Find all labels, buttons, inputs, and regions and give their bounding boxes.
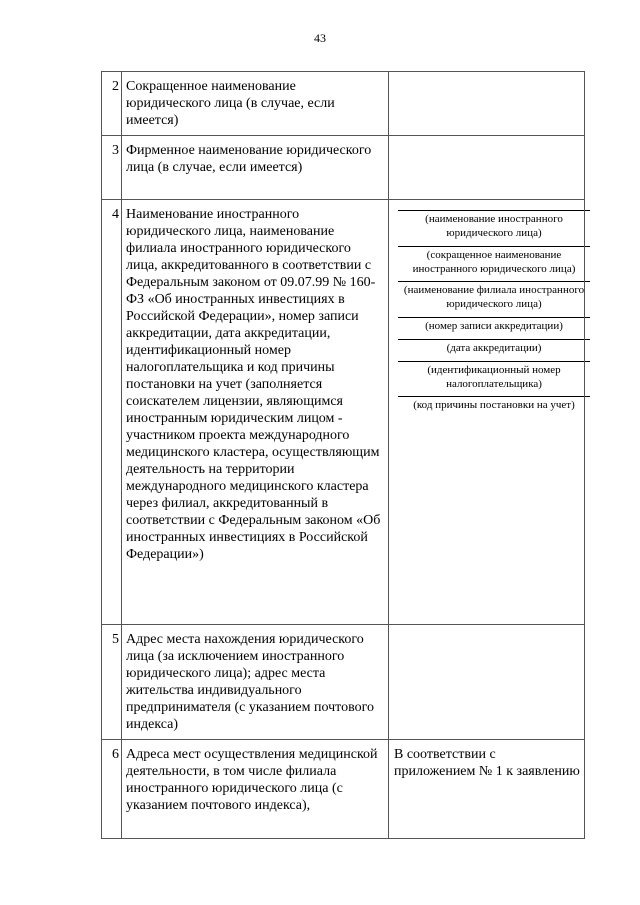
row-number: 3 <box>102 136 122 200</box>
row-fields-cell <box>389 200 585 625</box>
field-caption: (сокращенное наименование иностранного юридического лица) <box>412 249 576 275</box>
field-caption: (дата аккредитации) <box>446 342 542 354</box>
row-label: Фирменное наименование юридического лица (в случае, если имеется) <box>122 136 389 200</box>
accreditation-date-field[interactable] <box>398 339 590 355</box>
table-row <box>102 72 585 136</box>
accreditation-record-number-field[interactable] <box>398 317 590 333</box>
page-number: 43 <box>314 31 326 45</box>
row-value-field[interactable] <box>389 136 585 200</box>
field-caption: (наименование иностранного юридического лица) <box>425 213 563 239</box>
row-number: 5 <box>102 625 122 740</box>
foreign-entity-name-field[interactable] <box>398 210 590 240</box>
table-row <box>102 740 585 839</box>
row-number: 4 <box>102 200 122 625</box>
row-value-text: В соответствии с приложением № 1 к заявлению <box>389 740 585 839</box>
branch-name-field[interactable] <box>398 281 590 311</box>
registration-reason-code-field[interactable] <box>398 396 590 412</box>
row-label: Наименование иностранного юридического лица, наименование филиала иностранного юридического лица, аккредитованного в соответствии с Федеральным законом от 09.07.99 № 160-ФЗ «Об иностранных инвестициях в Российской Федерации», номер записи аккредитации, дата аккредитации, идентификационный номер налогоплательщика и код причины постановки на учет (заполняется соискателем лицензии, являющимся иностранным юридическим лицом - участником проекта международного медицинского кластера, осуществляющим деятельность на территории международного медицинского кластера через филиал, аккредитованный в соответствии с Федеральным законом «Об иностранных инвестициях в Российской Федерации») <box>122 200 389 625</box>
row-value-field[interactable] <box>389 625 585 740</box>
table-row <box>102 200 585 625</box>
row-label: Адреса мест осуществления медицинской деятельности, в том числе филиала иностранного юридического лица (с указанием почтового индекса), <box>122 740 389 839</box>
application-form-table <box>101 71 585 839</box>
taxpayer-id-field[interactable] <box>398 361 590 391</box>
field-caption: (код причины постановки на учет) <box>413 399 575 411</box>
row-number: 2 <box>102 72 122 136</box>
field-caption: (наименование филиала иностранного юридического лица) <box>403 284 585 310</box>
row-number: 6 <box>102 740 122 839</box>
field-caption: (номер записи аккредитации) <box>425 320 563 332</box>
row-label: Адрес места нахождения юридического лица (за исключением иностранного юридического лица); адрес места жительства индивидуального предпринимателя (с указанием почтового индекса) <box>122 625 389 740</box>
row-value-field[interactable] <box>389 72 585 136</box>
row-label: Сокращенное наименование юридического лица (в случае, если имеется) <box>122 72 389 136</box>
table-row <box>102 625 585 740</box>
table-row <box>102 136 585 200</box>
foreign-entity-short-name-field[interactable] <box>398 246 590 276</box>
field-caption: (идентификационный номер налогоплательщика) <box>427 364 561 390</box>
